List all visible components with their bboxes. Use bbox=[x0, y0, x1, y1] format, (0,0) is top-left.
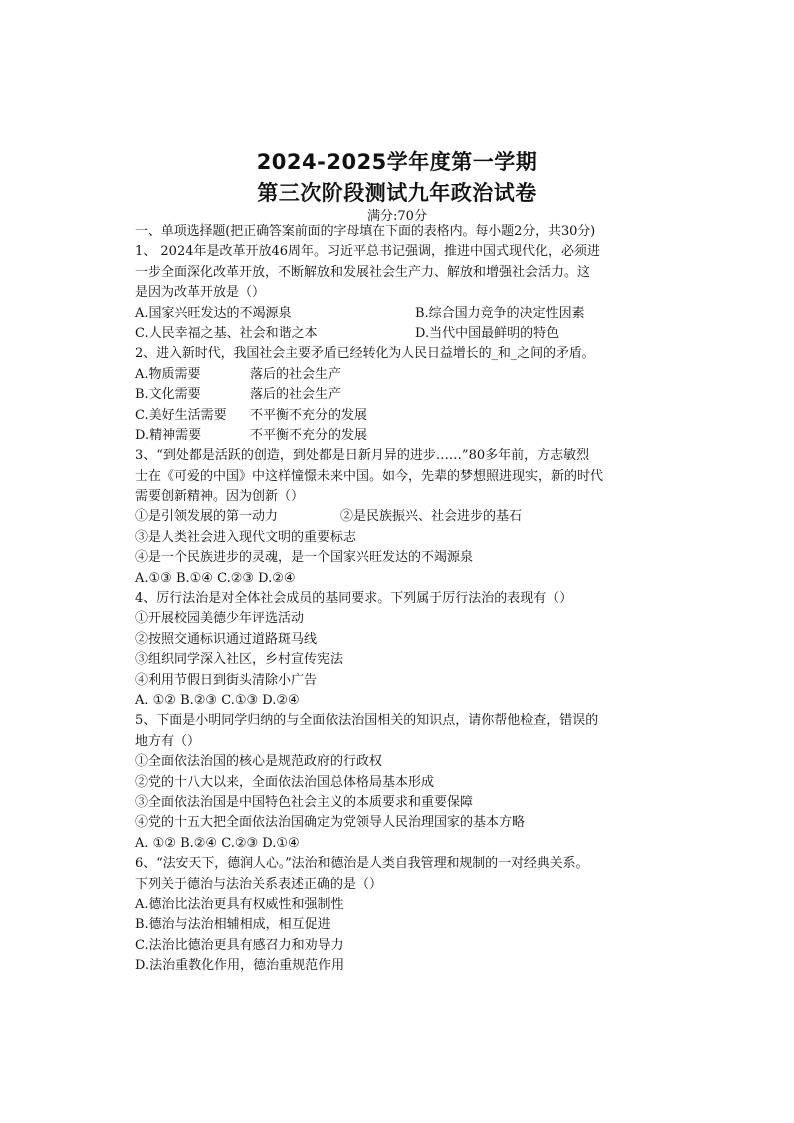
statement-2: ②党的十八大以来，全面依法治国总体格局基本形成 bbox=[135, 774, 435, 790]
exam-title-subject: 第三次阶段测试九年政治试卷 bbox=[257, 181, 537, 205]
statement-4: ④党的十五大把全面依法治国确定为党领导人民治理国家的基本方略 bbox=[135, 815, 526, 831]
option-b: B.德治与法治相辅相成，相互促进 bbox=[135, 917, 331, 933]
answer-choices: A.①③ B.①④ C.②③ D.②④ bbox=[135, 570, 296, 586]
question-2 bbox=[135, 344, 670, 446]
option-need: C.美好生活需要 bbox=[135, 407, 227, 423]
option-a: A.德治比法治更具有权威性和强制性 bbox=[135, 896, 344, 912]
option-d: D.法治重教化作用，德治重规范作用 bbox=[135, 958, 345, 974]
question-stem-line: 1、 2024年是改革开放46周年。习近平总书记强调，推进中国式现代化，必须进 bbox=[135, 244, 601, 260]
option-b bbox=[135, 385, 670, 405]
statement-3: ③是人类社会进入现代文明的重要标志 bbox=[135, 529, 357, 545]
option-side: 不平衡不充分的发展 bbox=[250, 427, 368, 443]
full-score: 满分:70分 bbox=[367, 209, 427, 224]
option-need: B.文化需要 bbox=[135, 387, 201, 403]
option-row bbox=[135, 324, 670, 344]
question-stem-line: 是因为改革开放是（） bbox=[135, 285, 266, 301]
option-a: A.国家兴旺发达的不竭源泉 bbox=[135, 305, 292, 321]
statement-2: ②按照交通标识通过道路斑马线 bbox=[135, 631, 318, 647]
option-b: B.综合国力竞争的决定性因素 bbox=[415, 305, 585, 321]
statement-1: ①开展校园美德少年评选活动 bbox=[135, 611, 305, 627]
option-d bbox=[135, 426, 670, 446]
option-a bbox=[135, 365, 670, 385]
question-stem-line: 一步全面深化改革开放，不断解放和发展社会生产力、解放和增强社会活力。这 bbox=[135, 264, 591, 280]
question-3 bbox=[135, 446, 670, 589]
statement-4: ④利用节假日到街头清除小广告 bbox=[135, 672, 318, 688]
option-c: C.法治比德治更具有感召力和劝导力 bbox=[135, 937, 344, 953]
statement-4: ④是一个民族进步的灵魂，是一个国家兴旺发达的不竭源泉 bbox=[135, 550, 474, 566]
option-need: A.物质需要 bbox=[135, 366, 201, 382]
option-d: D.当代中国最鲜明的特色 bbox=[415, 325, 560, 341]
question-stem-line: 3、“到处都是活跃的创造，到处都是日新月异的进步……”80多年前，方志敏烈 bbox=[135, 448, 590, 464]
exam-title-term: 2024-2025学年度第一学期 bbox=[256, 150, 538, 174]
section-heading: 一、单项选择题(把正确答案前面的字母填在下面的表格内。每小题2分，共30分) bbox=[135, 224, 596, 239]
question-stem-line: 6、“法安天下，德润人心。”法治和德治是人类自我管理和规制的一对经典关系。 bbox=[135, 856, 589, 872]
option-c: C.人民幸福之基、社会和谐之本 bbox=[135, 325, 318, 341]
option-row bbox=[135, 304, 670, 324]
option-side: 不平衡不充分的发展 bbox=[250, 407, 368, 423]
statement-1: ①全面依法治国的核心是规范政府的行政权 bbox=[135, 754, 383, 770]
question-6 bbox=[135, 854, 670, 976]
statement-row bbox=[135, 507, 670, 527]
question-stem-line: 2、进入新时代，我国社会主要矛盾已经转化为人民日益增长的_和_之间的矛盾。 bbox=[135, 346, 595, 362]
option-side: 落后的社会生产 bbox=[250, 387, 342, 403]
statement-2: ②是民族振兴、社会进步的基石 bbox=[340, 509, 523, 525]
statement-3: ③组织同学深入社区，乡村宣传宪法 bbox=[135, 652, 344, 668]
question-5 bbox=[135, 711, 670, 854]
exam-body bbox=[135, 222, 670, 976]
question-4 bbox=[135, 589, 670, 711]
question-stem-line: 需要创新精神。因为创新（） bbox=[135, 489, 305, 505]
question-stem-line: 地方有（） bbox=[135, 733, 201, 749]
question-stem-line: 4、厉行法治是对全体社会成员的基同要求。下列属于厉行法治的表现有（） bbox=[135, 591, 573, 607]
option-side: 落后的社会生产 bbox=[250, 366, 342, 382]
question-1 bbox=[135, 242, 670, 344]
question-stem-line: 5、下面是小明同学归纳的与全面依法治国相关的知识点，请你帮他检查，错误的 bbox=[135, 713, 599, 729]
option-need: D.精神需要 bbox=[135, 427, 202, 443]
option-c bbox=[135, 406, 670, 426]
answer-choices: A. ①② B.②③ C.①③ D.②④ bbox=[135, 692, 300, 708]
statement-3: ③全面依法治国是中国特色社会主义的本质要求和重要保障 bbox=[135, 794, 474, 810]
question-stem-line: 士在《可爱的中国》中这样憧憬未来中国。如今，先辈的梦想照进现实，新的时代 bbox=[135, 468, 604, 484]
answer-choices: A. ①② B.②④ C.②③ D.①④ bbox=[135, 835, 300, 851]
question-stem-line: 下列关于德治与法治关系表述正确的是（） bbox=[135, 876, 383, 892]
statement-1: ①是引领发展的第一动力 bbox=[135, 509, 279, 525]
